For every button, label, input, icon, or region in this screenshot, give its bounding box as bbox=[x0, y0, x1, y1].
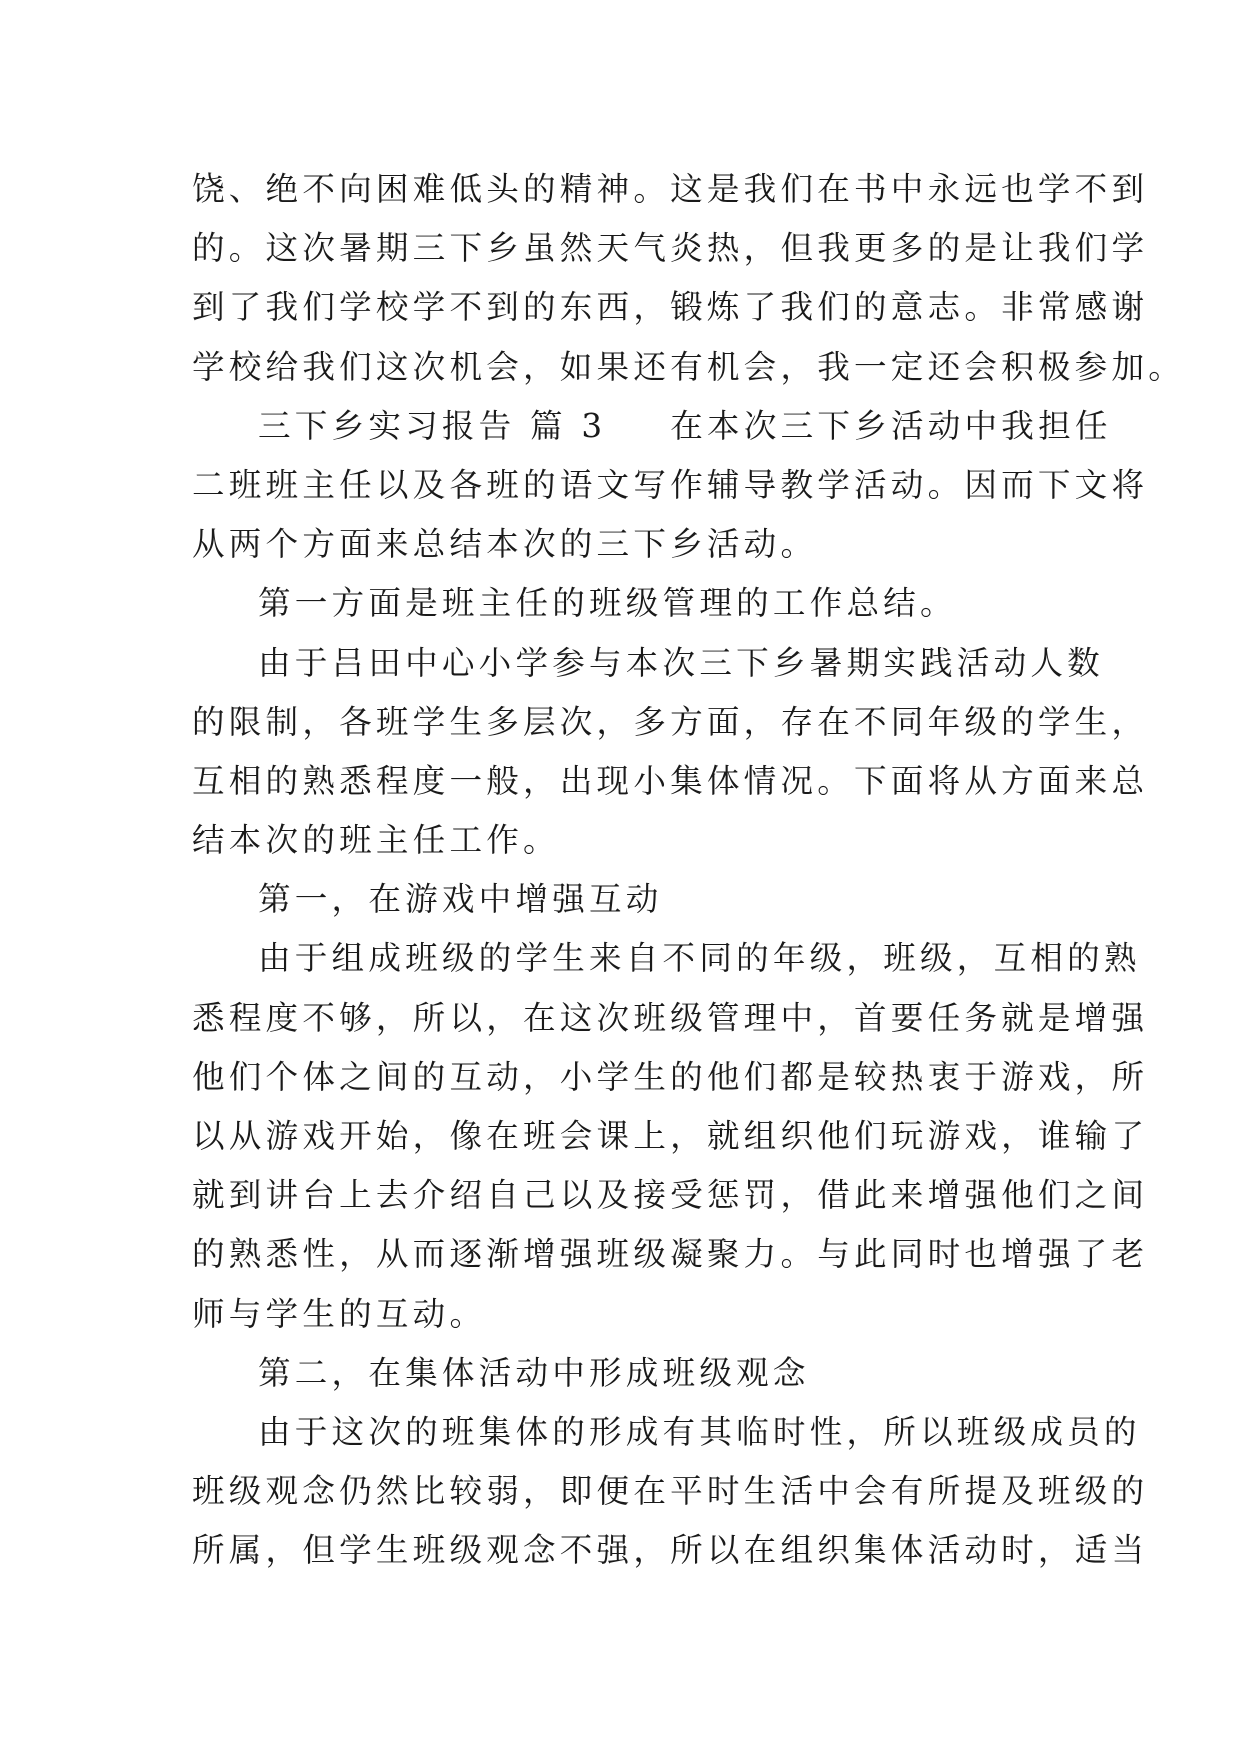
paragraph-heading: 第一，在游戏中增强互动 bbox=[258, 880, 663, 919]
text-line: 从两个方面来总结本次的三下乡活动。 bbox=[192, 525, 818, 564]
report-title: 三下乡实习报告 bbox=[258, 406, 516, 445]
text-line: 他们个体之间的互动，小学生的他们都是较热衷于游戏，所 bbox=[192, 1057, 1149, 1096]
text-line: 就到讲台上去介绍自己以及接受惩罚，借此来增强他们之间 bbox=[192, 1176, 1149, 1215]
text-line: 的限制，各班学生多层次，多方面，存在不同年级的学生， bbox=[192, 702, 1149, 741]
section-number: 篇 3 bbox=[530, 406, 607, 445]
text-line: 以从游戏开始，像在班会课上，就组织他们玩游戏，谁输了 bbox=[192, 1117, 1149, 1155]
text-line: 由于组成班级的学生来自不同的年级，班级，互相的熟 bbox=[258, 939, 1141, 978]
body-text bbox=[192, 160, 1186, 1581]
text-line: 所属，但学生班级观念不强，所以在组织集体活动时，适当 bbox=[192, 1531, 1149, 1570]
text-line: 学校给我们这次机会，如果还有机会，我一定还会积极参加。 bbox=[192, 347, 1186, 386]
text-line: 悉程度不够，所以，在这次班级管理中，首要任务就是增强 bbox=[192, 998, 1149, 1037]
text-line: 师与学生的互动。 bbox=[192, 1294, 487, 1333]
paragraph-heading: 第二，在集体活动中形成班级观念 bbox=[258, 1353, 810, 1392]
paragraph-heading: 第一方面是班主任的班级管理的工作总结。 bbox=[258, 584, 957, 623]
text-line: 班级观念仍然比较弱，即便在平时生活中会有所提及班级的 bbox=[192, 1472, 1149, 1511]
text-line: 互相的熟悉程度一般，出现小集体情况。下面将从方面来总 bbox=[192, 761, 1149, 800]
heading-line-text: 在本次三下乡活动中我担任 bbox=[670, 406, 1112, 445]
text-line: 二班班主任以及各班的语文写作辅导教学活动。因而下文将 bbox=[192, 465, 1149, 504]
text-line: 到了我们学校学不到的东西，锻炼了我们的意志。非常感谢 bbox=[192, 288, 1149, 327]
text-line: 的熟悉性，从而逐渐增强班级凝聚力。与此同时也增强了老 bbox=[192, 1235, 1149, 1274]
text-line: 饶、绝不向困难低头的精神。这是我们在书中永远也学不到 bbox=[192, 170, 1149, 208]
text-line: 结本次的班主任工作。 bbox=[192, 821, 560, 860]
section-heading-line bbox=[192, 397, 1112, 456]
text-line: 由于吕田中心小学参与本次三下乡暑期实践活动人数 bbox=[258, 643, 1104, 682]
text-line: 的。这次暑期三下乡虽然天气炎热，但我更多的是让我们学 bbox=[192, 229, 1149, 268]
text-line: 由于这次的班集体的形成有其临时性，所以班级成员的 bbox=[258, 1412, 1141, 1451]
